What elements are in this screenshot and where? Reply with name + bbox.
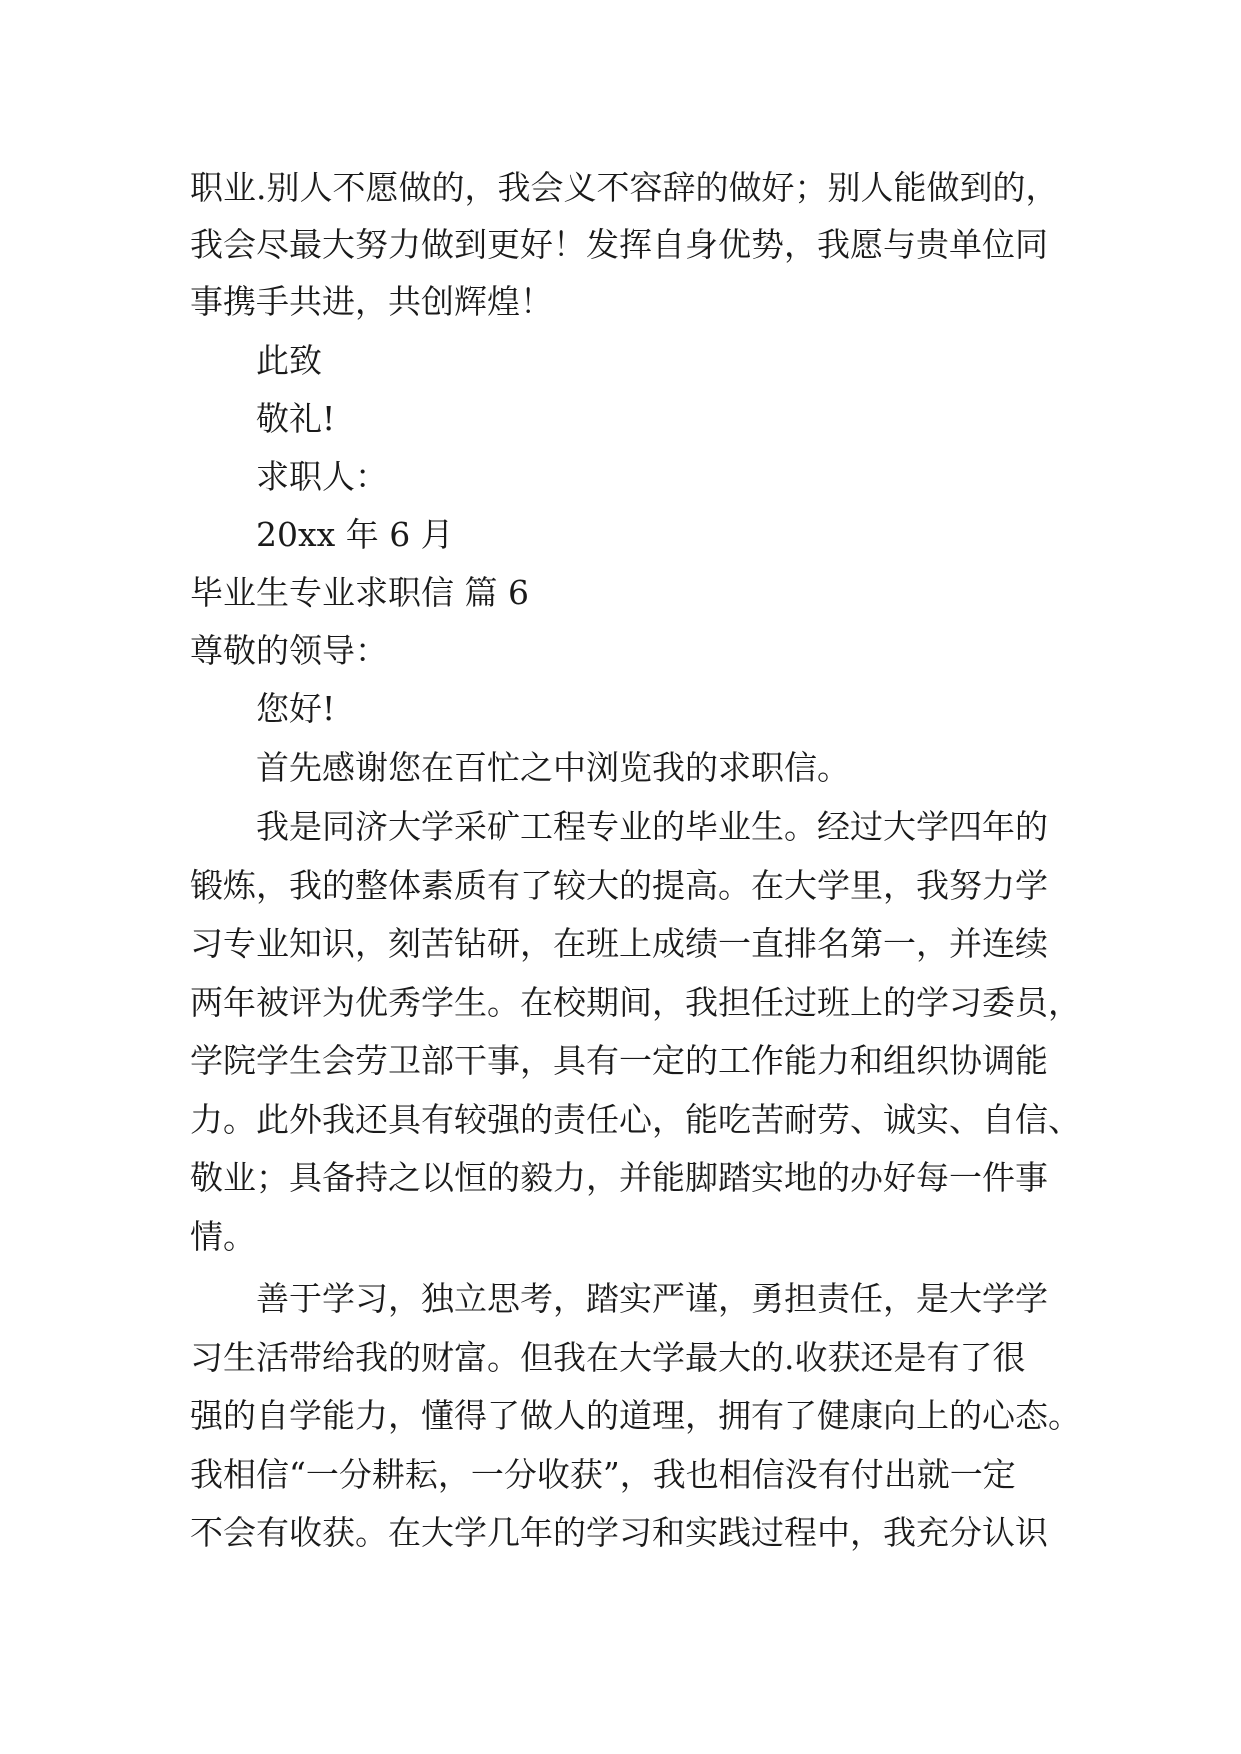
paragraph2-line-4: 我相信“一分耕耘，一分收获”，我也相信没有付出就一定 [190, 1455, 1016, 1494]
paragraph2-line-5: 不会有收获。在大学几年的学习和实践过程中，我充分认识 [190, 1513, 1048, 1552]
paragraph1-line-3: 习专业知识，刻苦钻研，在班上成绩一直排名第一，并连续 [190, 924, 1048, 963]
closing-salutation: 此致 [256, 341, 322, 380]
letter-intro: 首先感谢您在百忙之中浏览我的求职信。 [256, 748, 850, 787]
paragraph1-line-8: 情。 [190, 1217, 256, 1256]
continuation-line-2: 我会尽最大努力做到更好！发挥自身优势，我愿与贵单位同 [190, 225, 1048, 264]
letter-date: 20xx 年 6 月 [256, 515, 454, 554]
closing-regards: 敬礼! [256, 399, 336, 438]
continuation-line-3: 事携手共进，共创辉煌！ [190, 282, 553, 321]
paragraph1-line-6: 力。此外我还具有较强的责任心，能吃苦耐劳、诚实、自信、 [190, 1100, 1081, 1139]
paragraph2-line-2: 习生活带给我的财富。但我在大学最大的.收获还是有了很 [190, 1338, 1026, 1377]
continuation-line-1: 职业.别人不愿做的，我会义不容辞的做好；别人能做到的， [190, 168, 1059, 207]
letter-greeting: 尊敬的领导： [190, 631, 388, 670]
applicant-label: 求职人： [256, 457, 388, 496]
paragraph1-line-1: 我是同济大学采矿工程专业的毕业生。经过大学四年的 [256, 807, 1048, 846]
paragraph1-line-5: 学院学生会劳卫部干事，具有一定的工作能力和组织协调能 [190, 1041, 1048, 1080]
section-title: 毕业生专业求职信 篇 6 [190, 573, 529, 612]
paragraph2-line-3: 强的自学能力，懂得了做人的道理，拥有了健康向上的心态。 [190, 1396, 1081, 1435]
paragraph1-line-2: 锻炼，我的整体素质有了较大的提高。在大学里，我努力学 [190, 866, 1048, 905]
paragraph2-line-1: 善于学习，独立思考，踏实严谨，勇担责任，是大学学 [256, 1279, 1048, 1318]
paragraph1-line-7: 敬业；具备持之以恒的毅力，并能脚踏实地的办好每一件事 [190, 1158, 1048, 1197]
paragraph1-line-4: 两年被评为优秀学生。在校期间，我担任过班上的学习委员， [190, 983, 1081, 1022]
letter-hello: 您好! [256, 689, 336, 728]
